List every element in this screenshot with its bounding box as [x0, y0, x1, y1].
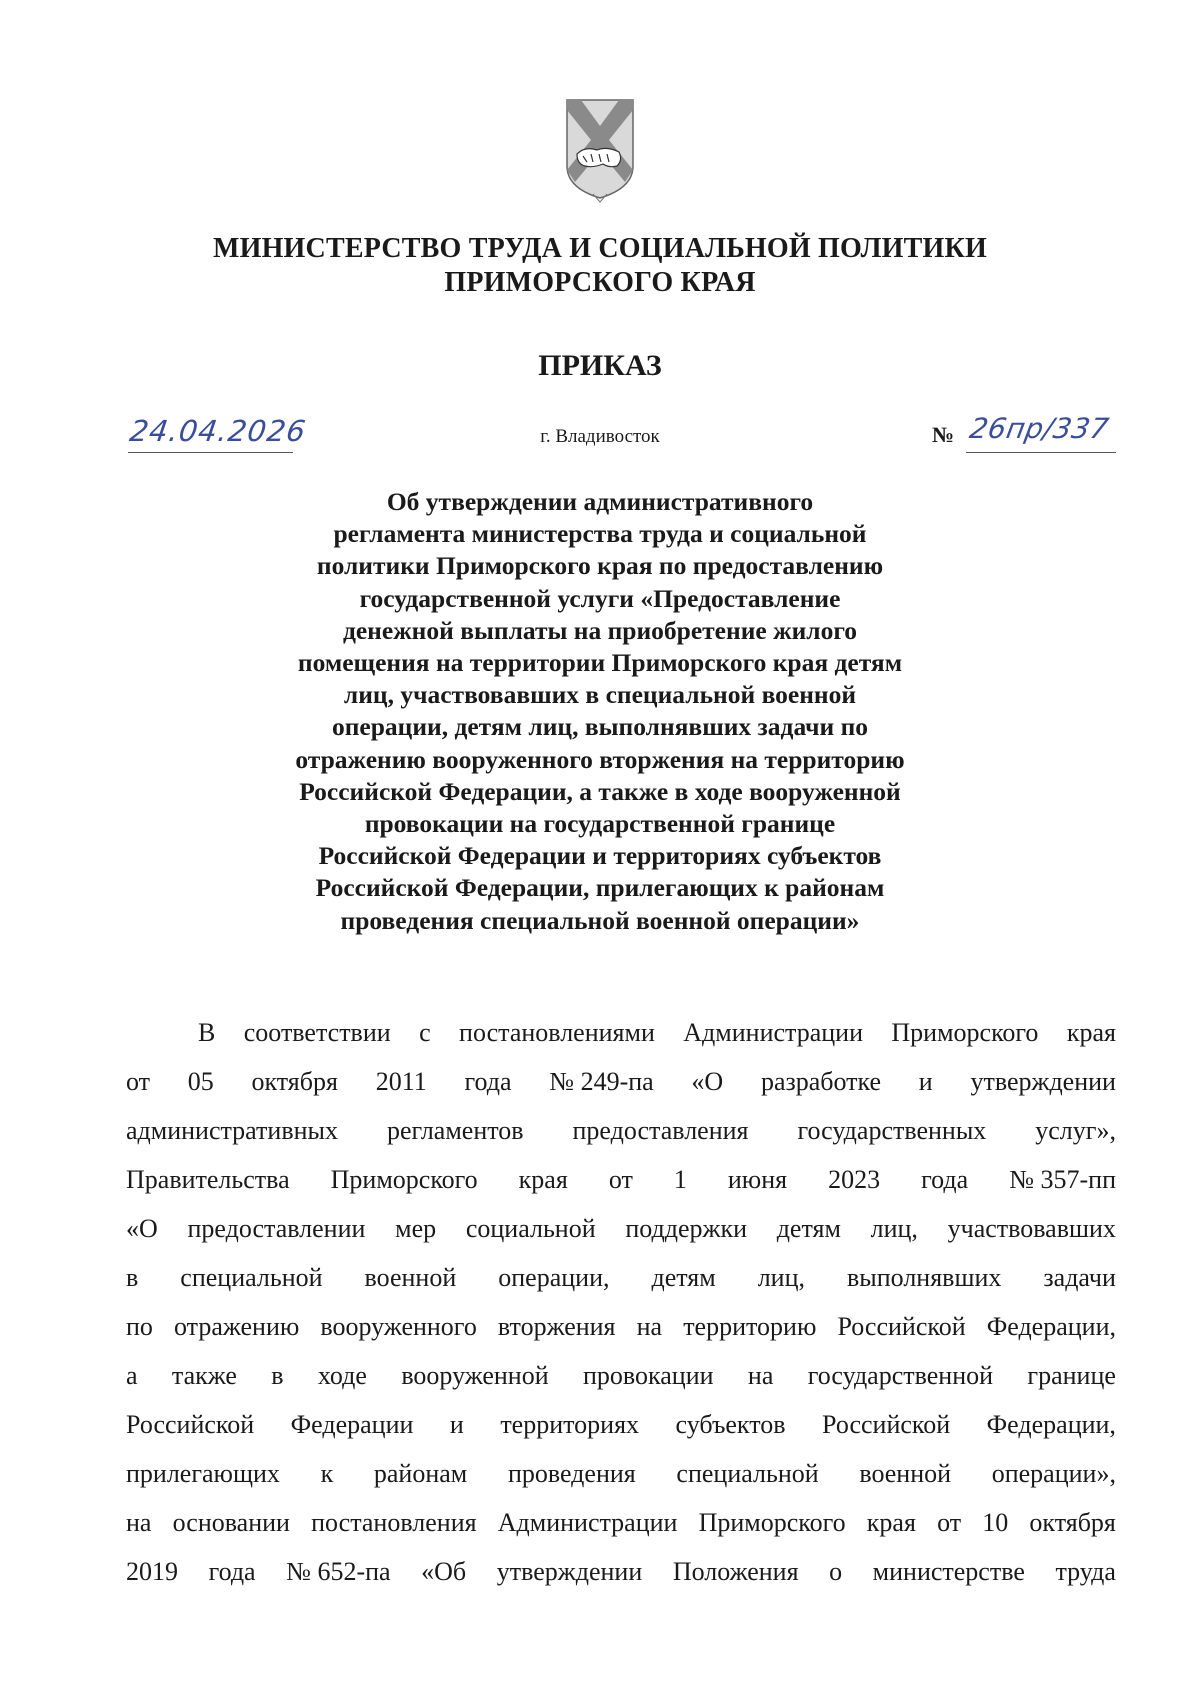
- body-word: в: [271, 1361, 284, 1390]
- body-line: [126, 1204, 1116, 1253]
- body-word: детям: [651, 1263, 716, 1292]
- subject-line: отражению вооруженного вторжения на территорию: [295, 744, 905, 774]
- body-word: основании: [172, 1508, 290, 1537]
- body-word: Российской: [126, 1410, 255, 1439]
- body-word: министерстве: [872, 1557, 1025, 1586]
- subject-line: провокации на государственной границе: [364, 809, 836, 839]
- body-word: военной: [364, 1263, 457, 1292]
- primorsky-coat-of-arms-icon: [563, 96, 637, 204]
- body-word: регламентов: [386, 1116, 524, 1145]
- body-word: Федерации,: [986, 1312, 1116, 1341]
- body-word: В: [198, 1018, 216, 1047]
- number-underline: [966, 452, 1116, 453]
- body-word: территорию: [683, 1312, 817, 1341]
- body-word: «О: [691, 1067, 724, 1096]
- body-word: провокации: [583, 1361, 714, 1390]
- body-word: районам: [373, 1459, 468, 1488]
- body-word: края: [866, 1508, 916, 1537]
- body-line: [126, 1155, 1116, 1204]
- body-word: и: [918, 1067, 933, 1096]
- subject-line: государственной услуги «Предоставление: [359, 583, 841, 613]
- order-body: [126, 1008, 1116, 1596]
- subject-line: лиц, участвовавших в специальной военной: [343, 680, 857, 710]
- body-word: административных: [126, 1116, 338, 1145]
- body-word: специальной: [180, 1263, 323, 1292]
- body-word: о: [829, 1557, 843, 1586]
- body-word: края: [1066, 1018, 1116, 1047]
- body-word: края: [518, 1165, 568, 1194]
- body-word: от: [608, 1165, 633, 1194]
- body-word: отражению: [174, 1312, 300, 1341]
- body-word: июня: [727, 1165, 788, 1194]
- body-word: 2019: [126, 1557, 178, 1586]
- body-word: по: [126, 1312, 153, 1341]
- subject-line: регламента министерства труда и социальной: [333, 519, 867, 549]
- body-word: Российской: [837, 1312, 966, 1341]
- order-date: 24.04.2026: [127, 414, 309, 448]
- body-word: постановлениями: [459, 1018, 655, 1047]
- body-word: мер: [395, 1214, 437, 1243]
- body-word: операции»,: [991, 1459, 1116, 1488]
- body-word: прилегающих: [126, 1459, 280, 1488]
- subject-line: денежной выплаты на приобретение жилого: [342, 615, 858, 645]
- body-word: участвовавших: [947, 1214, 1116, 1243]
- body-word: октября: [1029, 1508, 1116, 1537]
- body-word: на: [747, 1361, 774, 1390]
- order-subject: [160, 486, 1040, 937]
- body-word: Положения: [672, 1557, 799, 1586]
- ministry-line-1: МИНИСТЕРСТВО ТРУДА И СОЦИАЛЬНОЙ ПОЛИТИКИ: [212, 233, 988, 264]
- order-number: 26пр/337: [967, 412, 1112, 445]
- body-word: года: [921, 1165, 969, 1194]
- body-word: предоставлении: [187, 1214, 366, 1243]
- body-word: специальной: [676, 1459, 819, 1488]
- body-line: [126, 1498, 1116, 1547]
- subject-line: Российской Федерации, а также в ходе вооруженной: [299, 776, 901, 806]
- body-word: операции,: [498, 1263, 610, 1292]
- body-word: 10: [982, 1508, 1009, 1537]
- body-line: [126, 1400, 1116, 1449]
- body-word: октября: [251, 1067, 338, 1096]
- subject-line: проведения специальной военной операции»: [340, 905, 860, 935]
- body-word: вторжения: [497, 1312, 616, 1341]
- body-line: [126, 1008, 1116, 1057]
- body-word: детям: [776, 1214, 841, 1243]
- body-word: военной: [859, 1459, 952, 1488]
- body-word: поддержки: [625, 1214, 747, 1243]
- body-line: [126, 1351, 1116, 1400]
- body-word: лиц,: [870, 1214, 918, 1243]
- subject-line: политики Приморского края по предоставлению: [316, 551, 884, 581]
- body-word: субъектов: [675, 1410, 786, 1439]
- body-word: предоставления: [572, 1116, 749, 1145]
- body-word: выполнявших: [847, 1263, 1002, 1292]
- subject-line: операции, детям лиц, выполнявших задачи по: [331, 712, 869, 742]
- subject-line: Российской Федерации и территориях субъектов: [318, 841, 882, 871]
- body-word: соответствии: [243, 1018, 391, 1047]
- body-word: Федерации: [290, 1410, 414, 1439]
- document-type-title: ПРИКАЗ: [538, 349, 662, 382]
- body-word: года: [464, 1067, 512, 1096]
- body-line: [126, 1449, 1116, 1498]
- subject-line: Об утверждении административного: [386, 487, 814, 516]
- body-word: труда: [1055, 1557, 1116, 1586]
- body-word: от: [126, 1067, 151, 1096]
- body-word: Российской: [822, 1410, 951, 1439]
- ministry-name: [100, 232, 1100, 300]
- body-word: а: [126, 1361, 138, 1390]
- body-word: проведения: [507, 1459, 636, 1488]
- subject-line: помещения на территории Приморского края детям: [297, 648, 903, 678]
- body-word: вооруженного: [320, 1312, 477, 1341]
- order-meta-row: [0, 414, 1200, 464]
- body-word: «О: [126, 1214, 158, 1243]
- body-word: услуг»,: [1035, 1116, 1116, 1145]
- body-word: к: [320, 1459, 334, 1488]
- subject-line: Российской Федерации, прилегающих к районам: [315, 873, 885, 903]
- body-word: лиц,: [757, 1263, 806, 1292]
- body-line: [126, 1253, 1116, 1302]
- body-word: задачи: [1043, 1263, 1116, 1292]
- body-word: года: [208, 1557, 256, 1586]
- body-word: Федерации,: [986, 1410, 1116, 1439]
- body-word: государственной: [807, 1361, 994, 1390]
- number-sign: №: [932, 422, 955, 447]
- body-word: № 249-па: [549, 1067, 654, 1096]
- body-word: утверждении: [970, 1067, 1116, 1096]
- body-word: Приморского: [698, 1508, 846, 1537]
- body-word: Администрации: [683, 1018, 863, 1047]
- body-word: также: [171, 1361, 237, 1390]
- body-line: [126, 1057, 1116, 1106]
- body-word: Приморского: [891, 1018, 1039, 1047]
- ministry-line-2: ПРИМОРСКОГО КРАЯ: [444, 267, 756, 298]
- body-word: 1: [673, 1165, 687, 1194]
- body-word: вооруженной: [401, 1361, 549, 1390]
- body-word: 05: [187, 1067, 214, 1096]
- body-word: и: [449, 1410, 464, 1439]
- body-word: социальной: [465, 1214, 596, 1243]
- order-city: г. Владивосток: [540, 426, 660, 447]
- body-word: № 652-па: [286, 1557, 391, 1586]
- body-word: 2011: [375, 1067, 427, 1096]
- body-word: на: [636, 1312, 663, 1341]
- body-word: Приморского: [330, 1165, 478, 1194]
- body-line: [126, 1302, 1116, 1351]
- body-word: на: [126, 1508, 152, 1537]
- body-word: утверждении: [496, 1557, 643, 1586]
- body-line: [126, 1547, 1116, 1596]
- body-word: государственных: [797, 1116, 987, 1145]
- body-word: с: [419, 1018, 431, 1047]
- body-word: от: [937, 1508, 962, 1537]
- date-underline: [128, 452, 293, 453]
- body-word: постановления: [311, 1508, 477, 1537]
- body-word: территориях: [500, 1410, 640, 1439]
- body-line: [126, 1106, 1116, 1155]
- body-word: ходе: [317, 1361, 367, 1390]
- body-word: Правительства: [126, 1165, 290, 1194]
- body-word: границе: [1027, 1361, 1116, 1390]
- body-word: Администрации: [497, 1508, 678, 1537]
- body-word: разработке: [760, 1067, 882, 1096]
- body-word: в: [126, 1263, 139, 1292]
- body-word: 2023: [828, 1165, 881, 1194]
- body-word: «Об: [421, 1557, 467, 1586]
- body-word: № 357-пп: [1009, 1165, 1116, 1194]
